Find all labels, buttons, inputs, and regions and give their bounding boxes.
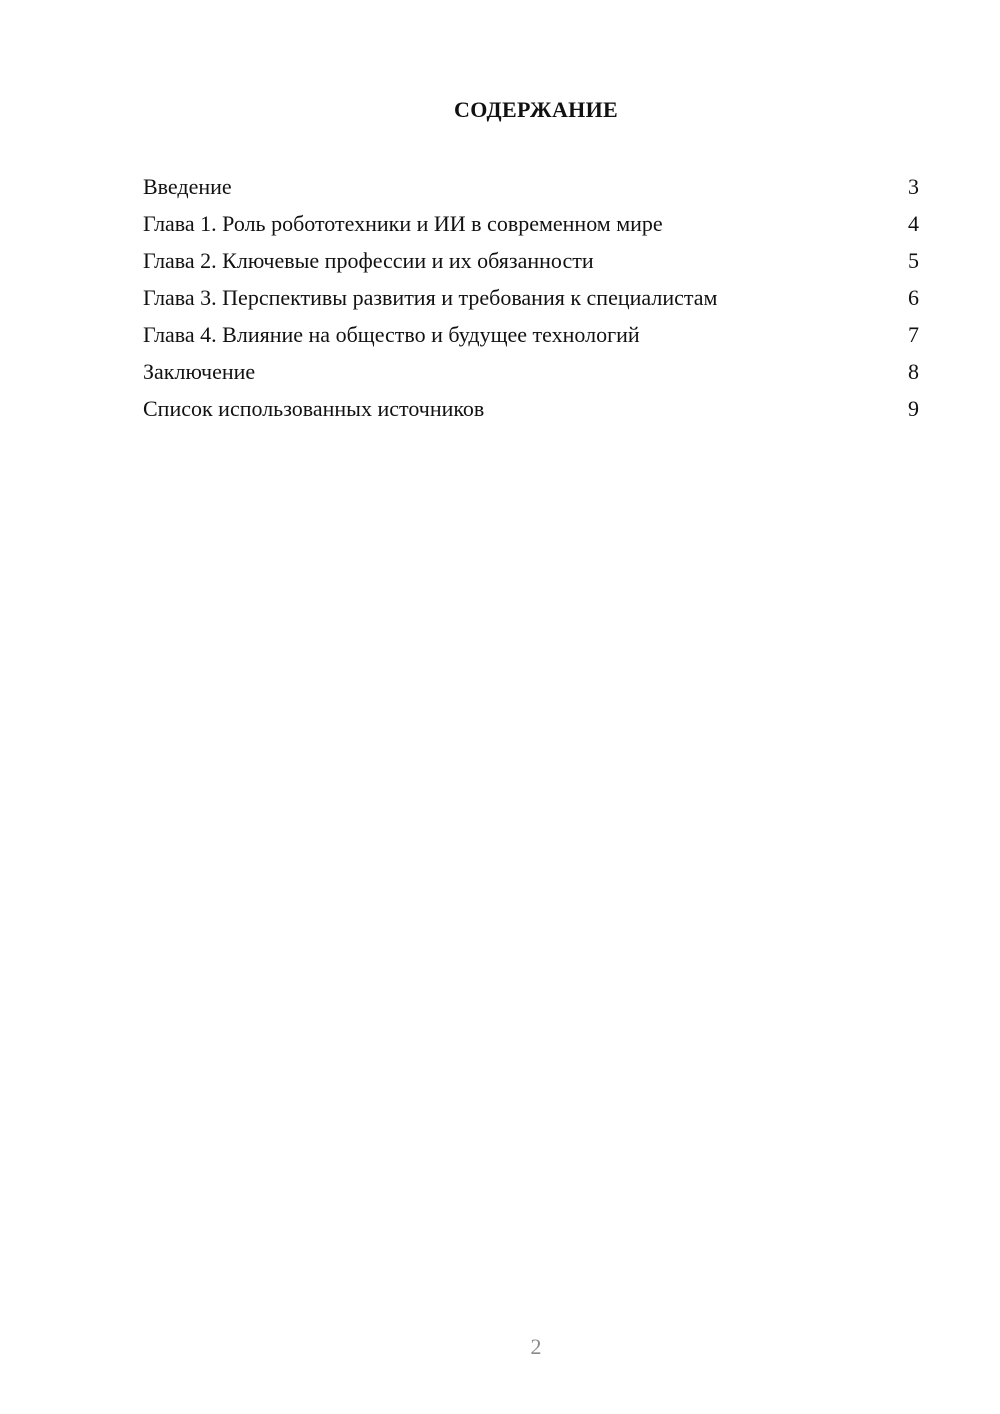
toc-item-chapter-3[interactable] (143, 279, 919, 316)
toc-item-chapter-4[interactable] (143, 316, 919, 353)
toc-item-page: 8 (908, 359, 919, 384)
page-title: СОДЕРЖАНИЕ (454, 97, 618, 122)
toc-item-chapter-2[interactable] (143, 242, 919, 279)
toc-item-label: Заключение (143, 359, 256, 384)
toc-item-page: 6 (908, 285, 919, 310)
toc-item-page: 4 (908, 211, 919, 236)
toc-item-label: Глава 2. Ключевые профессии и их обязанности (143, 248, 594, 273)
toc-item-page: 7 (908, 322, 919, 347)
toc-item-label: Глава 4. Влияние на общество и будущее технологий (143, 322, 640, 347)
toc-item-page: 9 (908, 396, 919, 421)
toc-item-introduction[interactable] (143, 168, 919, 205)
toc-item-label: Список использованных источников (143, 396, 485, 421)
page-number: 2 (530, 1334, 542, 1359)
toc-item-label: Глава 3. Перспективы развития и требования к специалистам (143, 285, 718, 310)
toc-item-page: 5 (908, 248, 919, 273)
table-of-contents (143, 168, 919, 427)
toc-item-chapter-1[interactable] (143, 205, 919, 242)
toc-item-references[interactable] (143, 390, 919, 427)
toc-item-conclusion[interactable] (143, 353, 919, 390)
toc-item-label: Введение (143, 174, 232, 199)
toc-item-page: 3 (908, 174, 919, 199)
toc-item-label: Глава 1. Роль робототехники и ИИ в современном мире (143, 211, 663, 236)
